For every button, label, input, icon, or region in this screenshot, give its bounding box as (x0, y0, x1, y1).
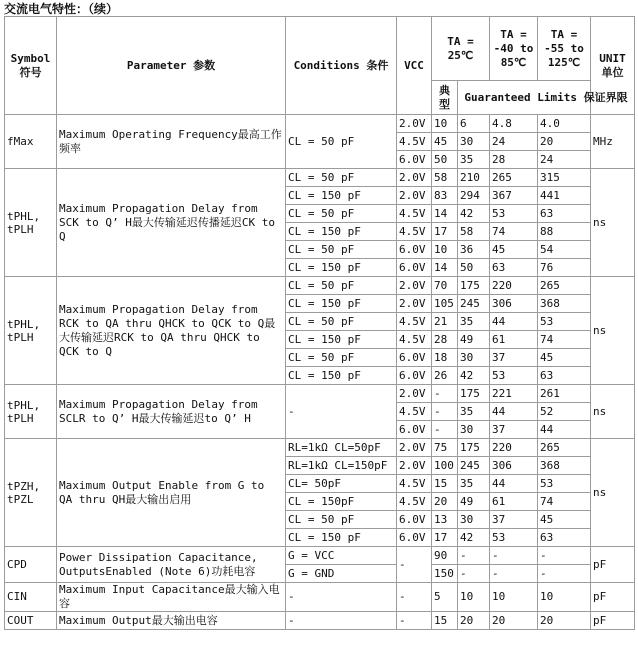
vcc-cell: 2.0V (397, 169, 432, 187)
unit-cell: ns (591, 439, 635, 547)
limit-85-cell: 37 (490, 421, 538, 439)
limit-125-cell: 63 (538, 529, 591, 547)
parameter-cell: Maximum Propagation Delay from SCK to Q’ H最大传输延迟传播延迟CK to Q (57, 169, 286, 277)
header-symbol: Symbol 符号 (5, 17, 57, 115)
vcc-cell: 2.0V (397, 115, 432, 133)
limit-85-cell: 44 (490, 313, 538, 331)
typical-cell: 50 (432, 151, 458, 169)
limit-25-cell: 30 (458, 349, 490, 367)
typical-cell: - (432, 421, 458, 439)
parameter-cell: Maximum Operating Frequency最高工作频率 (57, 115, 286, 169)
ac-characteristics-table (4, 16, 635, 630)
vcc-cell: 2.0V (397, 439, 432, 457)
header-vcc: VCC (397, 17, 432, 115)
limit-25-cell: 58 (458, 223, 490, 241)
vcc-cell: 6.0V (397, 367, 432, 385)
limit-125-cell: 315 (538, 169, 591, 187)
vcc-cell: 4.5V (397, 223, 432, 241)
limit-125-cell: 74 (538, 331, 591, 349)
limit-25-cell: 245 (458, 457, 490, 475)
typical-cell: 150 (432, 565, 458, 583)
symbol-cell: tPHL, tPLH (5, 385, 57, 439)
limit-25-cell: 49 (458, 493, 490, 511)
limit-125-cell: 52 (538, 403, 591, 421)
symbol-cell: COUT (5, 612, 57, 630)
limit-85-cell: 53 (490, 205, 538, 223)
table-row (5, 169, 635, 187)
limit-25-cell: 42 (458, 367, 490, 385)
symbol-cell: CPD (5, 547, 57, 583)
conditions-cell: CL = 50 pF (286, 511, 397, 529)
vcc-cell: 6.0V (397, 421, 432, 439)
conditions-cell: CL = 50 pF (286, 313, 397, 331)
conditions-cell: RL=1kΩ CL=150pF (286, 457, 397, 475)
limit-125-cell: 88 (538, 223, 591, 241)
conditions-cell: CL = 150pF (286, 493, 397, 511)
limit-85-cell: 10 (490, 583, 538, 612)
limit-125-cell: 4.0 (538, 115, 591, 133)
limit-25-cell: 35 (458, 313, 490, 331)
typical-cell: 20 (432, 493, 458, 511)
limit-25-cell: 35 (458, 403, 490, 421)
vcc-cell: 6.0V (397, 529, 432, 547)
limit-25-cell: - (458, 565, 490, 583)
limit-85-cell: 44 (490, 403, 538, 421)
header-ta-125: TA = -55 to 125℃ (538, 17, 591, 81)
table-row (5, 583, 635, 612)
vcc-cell: 4.5V (397, 331, 432, 349)
symbol-cell: tPHL, tPLH (5, 277, 57, 385)
limit-25-cell: - (458, 547, 490, 565)
typical-cell: 5 (432, 583, 458, 612)
symbol-cell: tPHL, tPLH (5, 169, 57, 277)
limit-125-cell: 261 (538, 385, 591, 403)
vcc-cell: 4.5V (397, 403, 432, 421)
limit-85-cell: 53 (490, 529, 538, 547)
conditions-cell: CL = 50 pF (286, 115, 397, 169)
limit-125-cell: 441 (538, 187, 591, 205)
table-row (5, 547, 635, 565)
limit-25-cell: 42 (458, 529, 490, 547)
symbol-cell: fMax (5, 115, 57, 169)
limit-125-cell: 368 (538, 457, 591, 475)
page-title: 交流电气特性：（续） (4, 2, 119, 16)
unit-cell: ns (591, 169, 635, 277)
limit-125-cell: 54 (538, 241, 591, 259)
typical-cell: 10 (432, 241, 458, 259)
limit-25-cell: 175 (458, 277, 490, 295)
limit-125-cell: 53 (538, 475, 591, 493)
conditions-cell: CL= 50pF (286, 475, 397, 493)
parameter-cell: Maximum Input Capacitance最大输入电容 (57, 583, 286, 612)
typical-cell: 75 (432, 439, 458, 457)
typical-cell: 83 (432, 187, 458, 205)
limit-25-cell: 42 (458, 205, 490, 223)
symbol-cell: tPZH, tPZL (5, 439, 57, 547)
conditions-cell: CL = 150 pF (286, 223, 397, 241)
limit-85-cell: 45 (490, 241, 538, 259)
limit-25-cell: 245 (458, 295, 490, 313)
vcc-cell: 6.0V (397, 151, 432, 169)
vcc-cell: 2.0V (397, 457, 432, 475)
table-row (5, 439, 635, 457)
conditions-cell: CL = 150 pF (286, 295, 397, 313)
vcc-cell: 4.5V (397, 313, 432, 331)
unit-cell: pF (591, 547, 635, 583)
limit-25-cell: 210 (458, 169, 490, 187)
header-typical: 典型 (432, 81, 458, 115)
conditions-cell: CL = 150 pF (286, 367, 397, 385)
conditions-cell: CL = 150 pF (286, 529, 397, 547)
limit-125-cell: 76 (538, 259, 591, 277)
vcc-cell: 6.0V (397, 259, 432, 277)
vcc-cell: 4.5V (397, 475, 432, 493)
typical-cell: 21 (432, 313, 458, 331)
limit-25-cell: 20 (458, 612, 490, 630)
table-row (5, 115, 635, 133)
unit-cell: pF (591, 583, 635, 612)
limit-125-cell: 24 (538, 151, 591, 169)
typical-cell: 17 (432, 223, 458, 241)
limit-25-cell: 30 (458, 511, 490, 529)
limit-85-cell: 28 (490, 151, 538, 169)
unit-cell: ns (591, 385, 635, 439)
limit-125-cell: - (538, 565, 591, 583)
limit-125-cell: 53 (538, 313, 591, 331)
limit-85-cell: 4.8 (490, 115, 538, 133)
limit-25-cell: 175 (458, 385, 490, 403)
limit-125-cell: - (538, 547, 591, 565)
conditions-cell: - (286, 385, 397, 439)
limit-85-cell: 61 (490, 331, 538, 349)
parameter-cell: Maximum Propagation Delay from SCLR to Q’ H最大传输延迟to Q’ H (57, 385, 286, 439)
limit-125-cell: 10 (538, 583, 591, 612)
typical-cell: 26 (432, 367, 458, 385)
limit-25-cell: 50 (458, 259, 490, 277)
typical-cell: 28 (432, 331, 458, 349)
limit-25-cell: 35 (458, 151, 490, 169)
typical-cell: 70 (432, 277, 458, 295)
parameter-cell: Maximum Propagation Delay from RCK to QA thru QHCK to QCK to Q最大传输延迟RCK to QA thru QHCK to QCK to Q (57, 277, 286, 385)
limit-125-cell: 45 (538, 349, 591, 367)
limit-125-cell: 74 (538, 493, 591, 511)
table-row (5, 385, 635, 403)
conditions-cell: CL = 50 pF (286, 277, 397, 295)
limit-85-cell: 265 (490, 169, 538, 187)
limit-25-cell: 30 (458, 133, 490, 151)
vcc-cell: - (397, 612, 432, 630)
typical-cell: 58 (432, 169, 458, 187)
conditions-cell: G = GND (286, 565, 397, 583)
conditions-cell: RL=1kΩ CL=50pF (286, 439, 397, 457)
vcc-cell: 4.5V (397, 133, 432, 151)
typical-cell: 17 (432, 529, 458, 547)
conditions-cell: - (286, 583, 397, 612)
limit-85-cell: 367 (490, 187, 538, 205)
unit-cell: pF (591, 612, 635, 630)
typical-cell: 13 (432, 511, 458, 529)
unit-cell: MHz (591, 115, 635, 169)
limit-85-cell: 53 (490, 367, 538, 385)
limit-85-cell: 74 (490, 223, 538, 241)
limit-25-cell: 49 (458, 331, 490, 349)
conditions-cell: CL = 50 pF (286, 169, 397, 187)
vcc-cell: - (397, 547, 432, 583)
limit-85-cell: 63 (490, 259, 538, 277)
header-ta-85: TA = -40 to 85℃ (490, 17, 538, 81)
limit-85-cell: - (490, 565, 538, 583)
typical-cell: - (432, 385, 458, 403)
parameter-cell: Power Dissipation Capacitance, OutputsEnabled (Note 6)功耗电容 (57, 547, 286, 583)
limit-85-cell: 220 (490, 439, 538, 457)
limit-25-cell: 10 (458, 583, 490, 612)
header-conditions: Conditions 条件 (286, 17, 397, 115)
table-row (5, 612, 635, 630)
unit-cell: ns (591, 277, 635, 385)
typical-cell: 14 (432, 259, 458, 277)
typical-cell: 105 (432, 295, 458, 313)
limit-85-cell: 306 (490, 457, 538, 475)
limit-125-cell: 20 (538, 612, 591, 630)
limit-125-cell: 63 (538, 205, 591, 223)
conditions-cell: CL = 150 pF (286, 259, 397, 277)
vcc-cell: 6.0V (397, 349, 432, 367)
vcc-cell: 4.5V (397, 205, 432, 223)
limit-25-cell: 6 (458, 115, 490, 133)
limit-85-cell: - (490, 547, 538, 565)
limit-85-cell: 37 (490, 511, 538, 529)
typical-cell: 14 (432, 205, 458, 223)
typical-cell: 15 (432, 475, 458, 493)
limit-85-cell: 37 (490, 349, 538, 367)
limit-25-cell: 30 (458, 421, 490, 439)
vcc-cell: 2.0V (397, 187, 432, 205)
vcc-cell: 2.0V (397, 295, 432, 313)
limit-85-cell: 221 (490, 385, 538, 403)
vcc-cell: 2.0V (397, 385, 432, 403)
limit-85-cell: 44 (490, 475, 538, 493)
conditions-cell: CL = 50 pF (286, 349, 397, 367)
limit-125-cell: 44 (538, 421, 591, 439)
conditions-cell: CL = 50 pF (286, 241, 397, 259)
typical-cell: 100 (432, 457, 458, 475)
typical-cell: 15 (432, 612, 458, 630)
typical-cell: 90 (432, 547, 458, 565)
conditions-cell: G = VCC (286, 547, 397, 565)
limit-85-cell: 220 (490, 277, 538, 295)
limit-125-cell: 45 (538, 511, 591, 529)
typical-cell: 45 (432, 133, 458, 151)
limit-125-cell: 20 (538, 133, 591, 151)
typical-cell: 18 (432, 349, 458, 367)
vcc-cell: - (397, 583, 432, 612)
limit-25-cell: 36 (458, 241, 490, 259)
table-row (5, 277, 635, 295)
limit-85-cell: 306 (490, 295, 538, 313)
limit-25-cell: 35 (458, 475, 490, 493)
parameter-cell: Maximum Output Enable from G to QA thru QH最大输出启用 (57, 439, 286, 547)
typical-cell: 10 (432, 115, 458, 133)
conditions-cell: - (286, 612, 397, 630)
vcc-cell: 2.0V (397, 277, 432, 295)
limit-25-cell: 294 (458, 187, 490, 205)
limit-85-cell: 24 (490, 133, 538, 151)
header-ta-25: TA = 25℃ (432, 17, 490, 81)
limit-85-cell: 61 (490, 493, 538, 511)
header-unit: UNIT 单位 (591, 17, 635, 115)
limit-125-cell: 368 (538, 295, 591, 313)
limit-125-cell: 265 (538, 439, 591, 457)
limit-125-cell: 265 (538, 277, 591, 295)
conditions-cell: CL = 50 pF (286, 205, 397, 223)
conditions-cell: CL = 150 pF (286, 331, 397, 349)
conditions-cell: CL = 150 pF (286, 187, 397, 205)
limit-85-cell: 20 (490, 612, 538, 630)
limit-25-cell: 175 (458, 439, 490, 457)
typical-cell: - (432, 403, 458, 421)
vcc-cell: 6.0V (397, 511, 432, 529)
vcc-cell: 4.5V (397, 493, 432, 511)
header-parameter: Parameter 参数 (57, 17, 286, 115)
parameter-cell: Maximum Output最大输出电容 (57, 612, 286, 630)
vcc-cell: 6.0V (397, 241, 432, 259)
symbol-cell: CIN (5, 583, 57, 612)
header-guaranteed-limits: Guaranteed Limits 保证界限 (458, 81, 635, 115)
limit-125-cell: 63 (538, 367, 591, 385)
